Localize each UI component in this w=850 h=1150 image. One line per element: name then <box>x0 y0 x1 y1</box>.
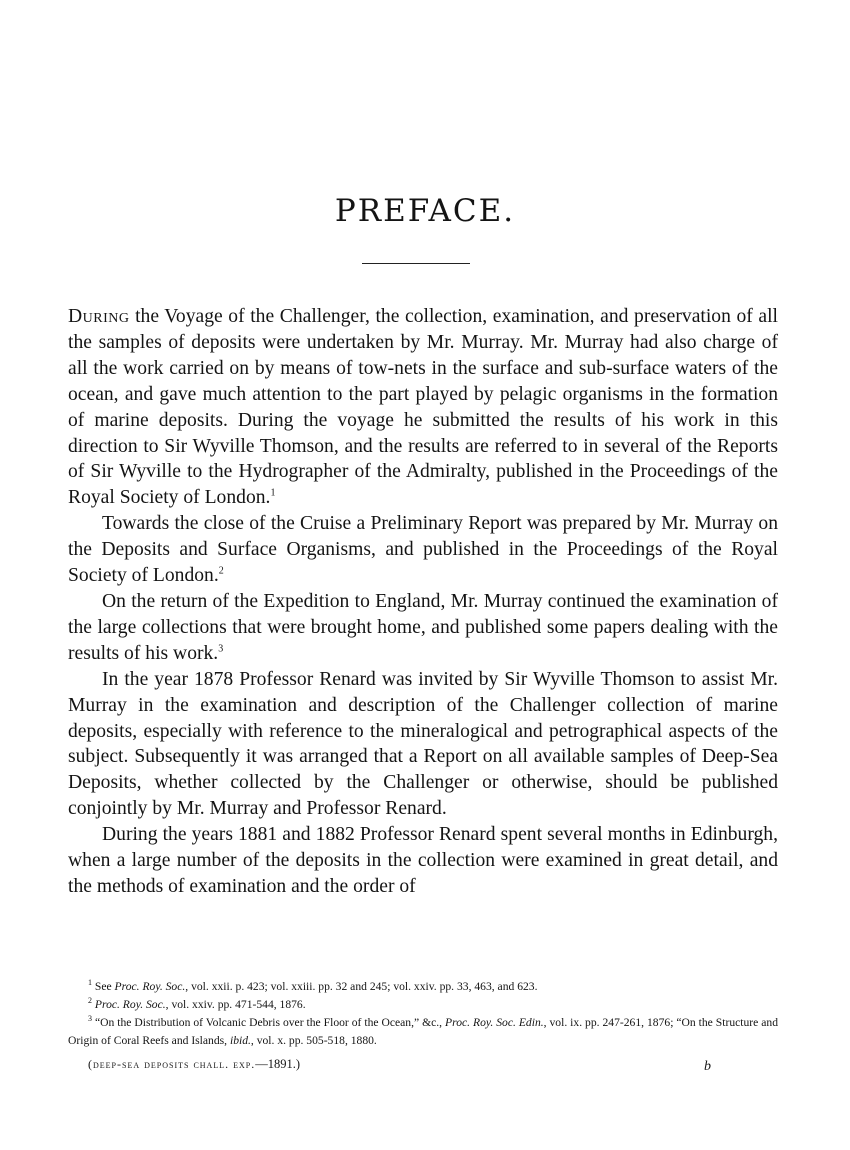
paragraph-4-text: In the year 1878 Professor Renard was invited by Sir Wyville Thomson to assist Mr. Murray in the examination and description of the Challenger collection of marine deposits, especially with reference to the mineralogical and petrographical aspects of the subject. Subsequently it was arranged that a Report on all available samples of Deep-Sea Deposits, whether collected by the Challenger or otherwise, should be published conjointly by Mr. Murray and Professor Renard. <box>68 668 778 820</box>
preface-body <box>68 304 778 900</box>
footnote-1-journal: Proc. Roy. Soc. <box>114 980 186 993</box>
footnote-2-journal: Proc. Roy. Soc. <box>94 998 166 1011</box>
paragraph-5 <box>68 822 778 900</box>
footnote-ref-1: 1 <box>270 487 276 499</box>
footnotes <box>68 978 778 1050</box>
footnote-3 <box>68 1014 778 1050</box>
footnote-3-mark: 3 <box>88 1014 92 1024</box>
title-rule <box>362 263 470 264</box>
paragraph-3 <box>68 589 778 667</box>
signature-mark: b <box>704 1059 711 1074</box>
footnote-2-text-b: , vol. xxiv. pp. 471-544, 1876. <box>165 998 306 1011</box>
paragraph-2 <box>68 511 778 589</box>
footnote-3-text-b: , vol. ix. pp. 247-261, 1876; “On the Structure and Origin of Coral Reefs and Islands, <box>68 1016 778 1047</box>
footnote-1-mark: 1 <box>88 978 92 988</box>
footnote-ref-3: 3 <box>218 643 224 655</box>
footnote-1-text-b: , vol. xxii. p. 423; vol. xxiii. pp. 32 and 245; vol. xxiv. pp. 33, 463, and 623. <box>185 980 538 993</box>
footnote-3-ibid: ibid. <box>229 1034 251 1047</box>
footnote-1 <box>68 978 778 996</box>
signature-line <box>88 1057 728 1072</box>
footnote-2 <box>68 996 778 1014</box>
paragraph-5-text: During the years 1881 and 1882 Professor Renard spent several months in Edinburgh, when a large number of the deposits in the collection were examined in great detail, and the methods of examination and the order of <box>68 824 778 897</box>
paragraph-1-text: the Voyage of the Challenger, the collection, examination, and preservation of all the samples of deposits were undertaken by Mr. Murray. Mr. Murray had also charge of all the work carried on by means of tow-nets in the surface and sub-surface waters of the ocean, and gave much attention to the part played by pelagic organisms in the formation of marine deposits. During the voyage he submitted the results of his work in this direction to Sir Wyville Thomson, and the results are referred to in several of the Reports of Sir Wyville to the Hydrographer of the Admiralty, published in the Proceedings of the Royal Society of London. <box>68 306 778 509</box>
footnote-ref-2: 2 <box>218 565 224 577</box>
paragraph-3-text: On the return of the Expedition to England, Mr. Murray continued the examination of the large collections that were brought home, and published some papers dealing with the results of his work. <box>68 590 778 664</box>
footnote-3-journal: Proc. Roy. Soc. Edin. <box>445 1016 544 1029</box>
footnote-3-text-a: “On the Distribution of Volcanic Debris over the Floor of the Ocean,” &c., <box>92 1016 446 1029</box>
series-title: (deep-sea deposits chall. exp. <box>88 1057 256 1071</box>
page-title: PREFACE. <box>334 193 516 229</box>
footnote-3-text-c: , vol. x. pp. 505-518, 1880. <box>250 1034 377 1047</box>
footnote-1-text-a: See <box>92 980 115 993</box>
paragraph-1 <box>68 304 778 511</box>
footnote-2-mark: 2 <box>88 996 92 1006</box>
drop-word: During <box>68 306 130 327</box>
paragraph-4 <box>68 667 778 822</box>
paragraph-2-text: Towards the close of the Cruise a Preliminary Report was prepared by Mr. Murray on the Deposits and Surface Organisms, and published in the Proceedings of the Royal Society of London. <box>68 513 778 587</box>
series-year: —1891.) <box>255 1057 301 1071</box>
